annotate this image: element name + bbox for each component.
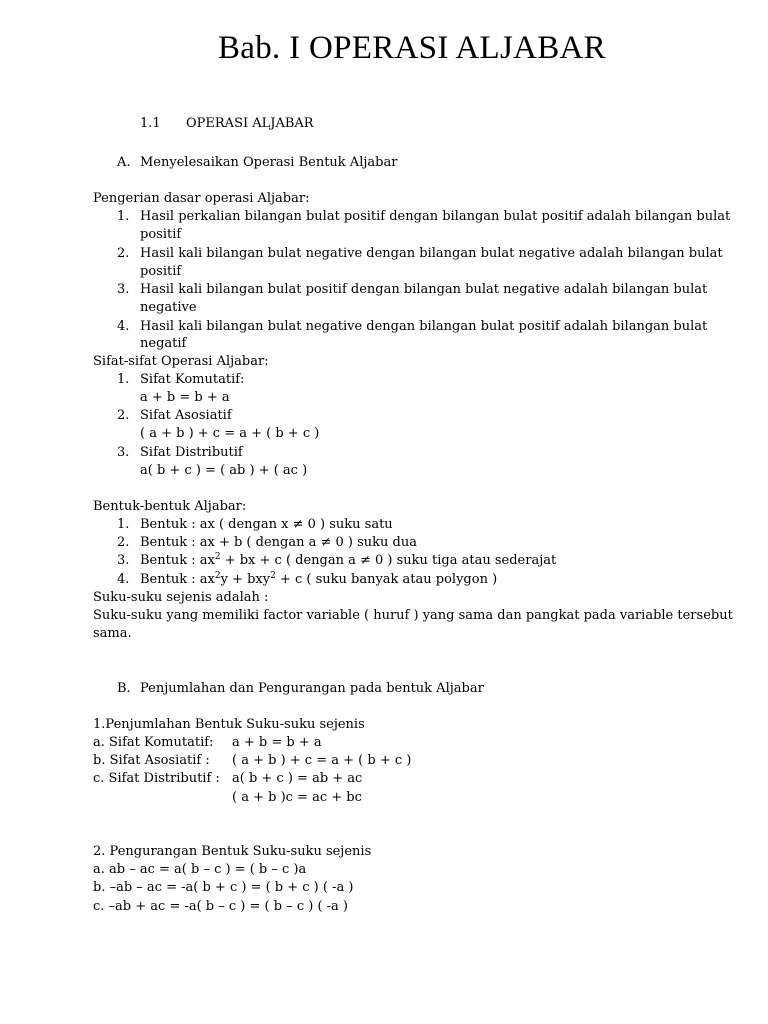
rule-label: b. Sifat Asosiatif : [93,753,210,768]
section-number: 1.1 [140,116,161,131]
list-item-continuation: positif [140,227,182,242]
list-item-continuation: negative [140,300,197,315]
paragraph-heading: 1.Penjumlahan Bentuk Suku-suku sejenis [93,717,365,732]
paragraph-heading: Sifat-sifat Operasi Aljabar: [93,354,269,369]
form-item: Bentuk : $ax^2$ + bx + c ( dengan a ≠ 0 ) suku tiga atau sederajat [140,552,557,568]
list-item: Hasil perkalian bilangan bulat positif dengan bilangan bulat positif adalah bilangan bulat [140,209,731,224]
property-formula: a( b + c ) = ( ab ) + ( ac ) [140,463,308,478]
subsection-heading: Penjumlahan dan Pengurangan pada bentuk Aljabar [140,681,484,696]
subsection-letter: B. [117,681,131,696]
paragraph-heading: 2. Pengurangan Bentuk Suku-suku sejenis [93,844,372,859]
rule-label: a. Sifat Komutatif: [93,735,214,750]
rule-formula: ( a + b ) + c = a + ( b + c ) [232,753,412,768]
form-item: Bentuk : $ax^2y + bxy^2 + c$ ( suku banyak atau polygon ) [140,571,498,587]
paragraph-heading: Pengerian dasar operasi Aljabar: [93,191,310,206]
property-formula: ( a + b ) + c = a + ( b + c ) [140,426,320,441]
list-number: 1. [117,372,130,387]
rule-label: c. Sifat Distributif : [93,771,220,786]
subsection-letter: A. [117,155,131,170]
list-number: 4. [117,572,130,587]
property-name: Sifat Asosiatif [140,408,232,423]
list-number: 2. [117,246,130,261]
rule-row: b. –ab – ac = -a( b + c ) = ( b + c ) ( -a ) [93,880,354,895]
list-item-continuation: positif [140,264,182,279]
list-number: 4. [117,319,130,334]
section-heading: OPERASI ALJABAR [186,116,314,131]
definition-text: sama. [93,626,132,641]
rule-formula: a( b + c ) = ab + ac [232,771,363,786]
form-item: Bentuk : ax + b ( dengan a ≠ 0 ) suku dua [140,535,417,550]
list-number: 3. [117,282,130,297]
list-number: 1. [117,517,130,532]
property-formula: a + b = b + a [140,390,230,405]
paragraph-heading: Bentuk-bentuk Aljabar: [93,499,247,514]
list-number: 2. [117,535,130,550]
list-number: 1. [117,209,130,224]
paragraph-heading: Suku-suku sejenis adalah : [93,590,269,605]
list-item-continuation: negatif [140,336,187,351]
property-name: Sifat Komutatif: [140,372,245,387]
definition-text: Suku-suku yang memiliki factor variable ( huruf ) yang sama dan pangkat pada variable tersebut [93,608,733,623]
page-title: Bab. I OPERASI ALJABAR [218,30,606,66]
list-number: 3. [117,445,130,460]
list-number: 3. [117,553,130,568]
rule-row: c. –ab + ac = -a( b – c ) = ( b – c ) ( -a ) [93,899,348,914]
rule-row: a. ab – ac = a( b – c ) = ( b – c )a [93,862,307,877]
rule-formula: a + b = b + a [232,735,322,750]
list-item: Hasil kali bilangan bulat positif dengan bilangan bulat negative adalah bilangan bulat [140,282,708,297]
rule-formula: ( a + b )c = ac + bc [232,790,362,805]
subsection-heading: Menyelesaikan Operasi Bentuk Aljabar [140,155,398,170]
form-item: Bentuk : ax ( dengan x ≠ 0 ) suku satu [140,517,393,532]
property-name: Sifat Distributif [140,445,243,460]
list-item: Hasil kali bilangan bulat negative dengan bilangan bulat positif adalah bilangan bulat [140,319,708,334]
list-item: Hasil kali bilangan bulat negative dengan bilangan bulat negative adalah bilangan bulat [140,246,723,261]
list-number: 2. [117,408,130,423]
